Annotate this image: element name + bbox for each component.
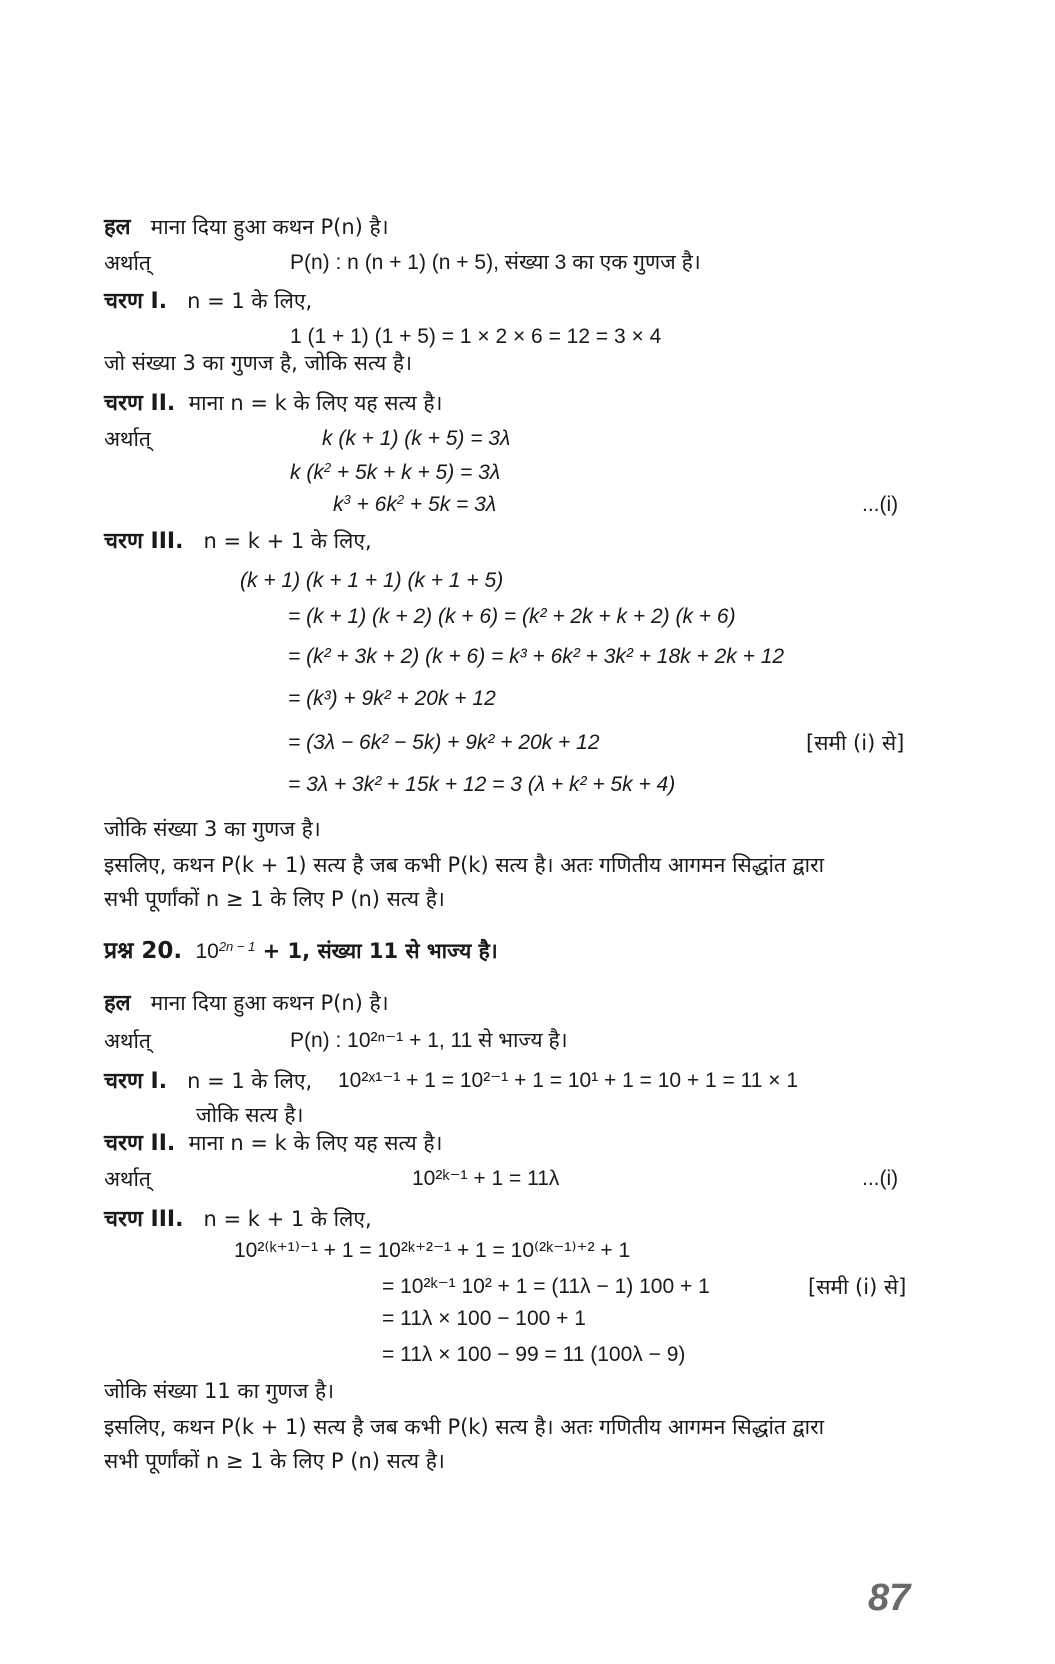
arthat-label: अर्थात् (104, 251, 151, 275)
conclusion-2-3: सभी पूर्णांकों n ≥ 1 के लिए P (n) सत्य है। (104, 1449, 445, 1473)
hal-label: हल (104, 215, 131, 240)
question-expression: $10^{2n - 1}$ (195, 938, 256, 963)
step-1-equation: 1 (1 + 1) (1 + 5) = 1 × 2 × 6 = 12 = 3 × 4 (290, 325, 662, 348)
intro-text: माना दिया हुआ कथन P(n) है। (150, 215, 389, 239)
conclusion-2: इसलिए, कथन P(k + 1) सत्य है जब कभी P(k) सत्य है। अतः गणितीय आगमन सिद्धांत द्वारा (104, 853, 825, 877)
step-1-label-2: चरण I. (104, 1069, 168, 1094)
step-1-text: n = 1 के लिए, (187, 289, 313, 313)
expansion-2-line-4: = 11λ × 100 − 99 = 11 (100λ − 9) (382, 1343, 686, 1366)
equation-source-ref-2: [समी (i) से] (808, 1275, 907, 1299)
hal-label-2: हल (104, 991, 131, 1016)
step-2-text: माना n = k के लिए यह सत्य है। (188, 391, 443, 415)
equation-source-ref: [समी (i) से] (806, 731, 905, 755)
question-text: + 1, संख्या 11 से भाज्य है। (255, 939, 498, 963)
step-2-line (104, 390, 443, 417)
statement-pn: P(n) : n (n + 1) (n + 5), संख्या 3 का एक गुणज है। (290, 251, 701, 274)
step-3-text: n = k + 1 के लिए, (203, 529, 372, 553)
step-3-line-2 (104, 1206, 372, 1233)
expansion-line-2: = (k + 1) (k + 2) (k + 6) = (k² + 2k + k + 2) (k + 6) (288, 605, 736, 628)
step-2-text-2: माना n = k के लिए यह सत्य है। (188, 1131, 443, 1155)
equation-2b: k $(k^2 + 5k + k + 5) = 3\lambda$ (290, 459, 501, 484)
expansion-line-5: = (3λ − 6k² − 5k) + 9k² + 20k + 12 (288, 731, 600, 754)
conclusion-2-2: इसलिए, कथन P(k + 1) सत्य है जब कभी P(k) सत्य है। अतः गणितीय आगमन सिद्धांत द्वारा (104, 1415, 825, 1439)
equation-2c: $k^3 + 6k^2 + 5k = 3\lambda$ (333, 491, 497, 516)
step-2-line-2 (104, 1130, 443, 1157)
expansion-line-6: = 3λ + 3k² + 15k + 12 = 3 (λ + k² + 5k + 4) (288, 773, 676, 796)
step-2-label-2: चरण II. (104, 1131, 176, 1156)
arthat-label-2: अर्थात् (104, 427, 151, 451)
step-1-line-2 (104, 1068, 312, 1095)
step-3-label: चरण III. (104, 529, 184, 554)
conclusion-3: सभी पूर्णांकों n ≥ 1 के लिए P (n) सत्य है। (104, 887, 445, 911)
conclusion-1: जोकि संख्या 3 का गुणज है। (104, 817, 321, 841)
expansion-2-line-2: = 10²ᵏ⁻¹ 10² + 1 = (11λ − 1) 100 + 1 (382, 1275, 710, 1298)
arthat-label-4: अर्थात् (104, 1167, 151, 1191)
equation-2a: k (k + 1) (k + 5) = 3λ (322, 427, 511, 450)
equation-ref-i-2: ...(i) (862, 1167, 899, 1190)
expansion-2-line-1: 10²⁽ᵏ⁺¹⁾⁻¹ + 1 = 10²ᵏ⁺²⁻¹ + 1 = 10⁽²ᵏ⁻¹⁾⁺² + 1 (234, 1239, 631, 1262)
step-1-text-2: n = 1 के लिए, (187, 1069, 313, 1093)
step-3-label-2: चरण III. (104, 1207, 184, 1232)
page-number: 87 (868, 1577, 911, 1619)
step-1-conclusion: जो संख्या 3 का गुणज है, जोकि सत्य है। (104, 351, 413, 375)
question-20 (104, 938, 498, 965)
step-1-conclusion-2: जोकि सत्य है। (196, 1103, 304, 1127)
step-1-line (104, 288, 312, 315)
solution-1-intro-line (104, 214, 389, 241)
conclusion-2-1: जोकि संख्या 11 का गुणज है। (104, 1379, 335, 1403)
equation-ref-i: ...(i) (862, 493, 899, 516)
step-1-label: चरण I. (104, 289, 168, 314)
expansion-line-4: = (k³) + 9k² + 20k + 12 (288, 687, 496, 710)
step-3-line (104, 528, 372, 555)
expansion-line-3: = (k² + 3k + 2) (k + 6) = k³ + 6k² + 3k² + 18k + 2k + 12 (288, 645, 785, 668)
expansion-2-line-3: = 11λ × 100 − 100 + 1 (382, 1307, 586, 1330)
statement-pn-2: P(n) : 10²ⁿ⁻¹ + 1, 11 से भाज्य है। (290, 1029, 568, 1052)
expansion-line-1: (k + 1) (k + 1 + 1) (k + 1 + 5) (240, 569, 504, 592)
equation-2-second: 10²ᵏ⁻¹ + 1 = 11λ (412, 1167, 560, 1190)
step-2-label: चरण II. (104, 391, 176, 416)
solution-2-intro-line (104, 990, 389, 1017)
arthat-label-3: अर्थात् (104, 1029, 151, 1053)
step-1-equation-2: 10²ˣ¹⁻¹ + 1 = 10²⁻¹ + 1 = 10¹ + 1 = 10 + 1 = 11 × 1 (338, 1069, 799, 1092)
question-label: प्रश्न 20. (104, 938, 183, 964)
intro-text-2: माना दिया हुआ कथन P(n) है। (150, 991, 389, 1015)
step-3-text-2: n = k + 1 के लिए, (203, 1207, 372, 1231)
